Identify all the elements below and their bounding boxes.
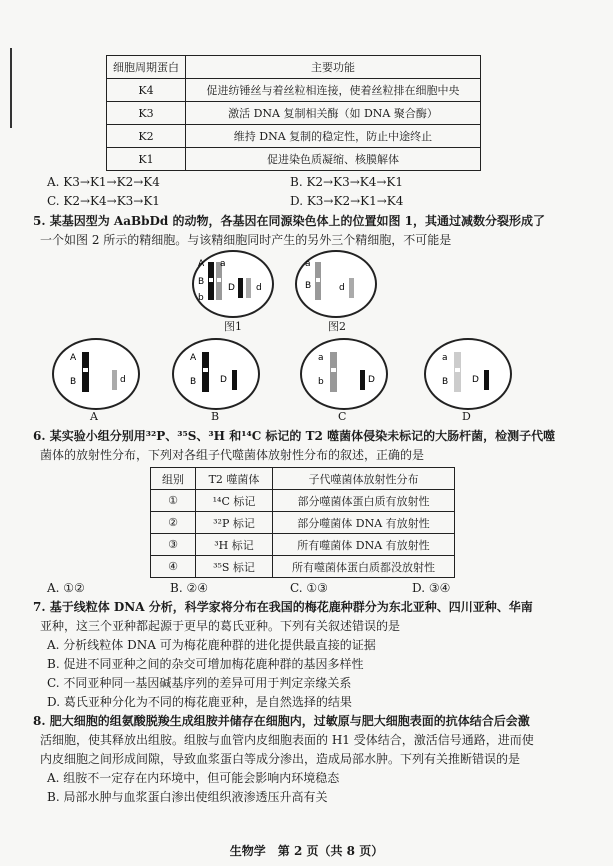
table-cell: ³H 标记 <box>196 534 273 556</box>
option-b: B. K2→K3→K4→K1 <box>290 175 404 189</box>
gene-label: D <box>472 375 479 385</box>
gene-label: B <box>70 377 77 387</box>
gene-label: d <box>339 283 345 293</box>
option-d: D. K3→K2→K1→K4 <box>290 194 404 208</box>
gene-label: D <box>368 375 375 385</box>
gene-label: A <box>70 353 77 363</box>
option-b-cell <box>172 338 260 410</box>
option-c: C. K2→K4→K3→K1 <box>47 194 160 208</box>
question-8-line-2: 活细胞，使其释放出组胺。组胺与血管内皮细胞表面的 H1 受体结合，激活信号通路，进而使 <box>40 733 534 747</box>
option-a-chromosomes <box>54 340 138 408</box>
option-c-cell <box>300 338 388 410</box>
option-c-chromosomes <box>302 340 386 408</box>
q8-option-a: A. 组胺不一定存在内环境中，但可能会影响内环境稳态 <box>47 771 340 785</box>
table-cell: 部分噬菌体 DNA 有放射性 <box>273 512 455 534</box>
option-b-label: B <box>211 410 220 423</box>
table-cell: K4 <box>107 79 186 102</box>
table-cell: 部分噬菌体蛋白质有放射性 <box>273 490 455 512</box>
gene-label: B <box>190 377 197 387</box>
table-cell: K3 <box>107 102 186 125</box>
q7-option-d: D. 葛氏亚种分化为不同的梅花鹿亚种，是自然选择的结果 <box>47 695 352 709</box>
q7-option-a: A. 分析线粒体 DNA 可为梅花鹿种群的进化提供最直接的证据 <box>47 638 376 652</box>
option-d-chromosomes <box>426 340 510 408</box>
question-6-line-1: 6. 某实验小组分别用³²P、³⁵S、³H 和¹⁴C 标记的 T2 噬菌体侵染未标记的大肠杆菌，检测子代噬 <box>33 429 556 443</box>
question-5-line-1: 5. 某基因型为 AaBbDd 的动物，各基因在同源染色体上的位置如图 1，其通过减数分裂形成了 <box>33 214 546 228</box>
table-cell: ③ <box>151 534 196 556</box>
table-header-cell: 主要功能 <box>186 56 481 79</box>
table-header-cell: T2 噬菌体 <box>196 468 273 490</box>
option-a-cell <box>52 338 140 410</box>
table-row <box>151 512 455 534</box>
gene-label: D <box>228 283 235 293</box>
figure-1-chromosomes <box>194 252 272 316</box>
table-row <box>151 534 455 556</box>
q6-option-c: C. ①③ <box>290 581 328 595</box>
option-a-label: A <box>90 410 98 423</box>
table-cell: 激活 DNA 复制相关酶（如 DNA 聚合酶） <box>186 102 481 125</box>
question-6-line-2: 菌体的放射性分布，下列对各组子代噬菌体放射性分布的叙述，正确的是 <box>40 448 425 462</box>
phage-label-table <box>150 467 455 578</box>
gene-label: A <box>198 259 205 269</box>
option-d-label: D <box>462 410 471 423</box>
gene-label: a <box>318 353 324 363</box>
question-7-line-2: 亚种，这三个亚种都起源于更早的葛氏亚种。下列有关叙述错误的是 <box>40 619 401 633</box>
figure-1-label: 图1 <box>224 320 242 333</box>
table-cell: 所有噬菌体 DNA 有放射性 <box>273 534 455 556</box>
question-8-line-1: 8. 肥大细胞的组氨酸脱羧生成组胺并储存在细胞内，过敏原与肥大细胞表面的抗体结合后会激 <box>33 714 530 728</box>
gene-label: D <box>220 375 227 385</box>
table-cell: ④ <box>151 556 196 578</box>
gene-label: a <box>220 259 226 269</box>
table-cell: 促进纺锤丝与着丝粒相连接，使着丝粒排在细胞中央 <box>186 79 481 102</box>
table-cell: ³⁵S 标记 <box>196 556 273 578</box>
option-d-cell <box>424 338 512 410</box>
option-c-label: C <box>338 410 347 423</box>
figure-2-label: 图2 <box>328 320 346 333</box>
figure-1-cell <box>192 250 274 318</box>
table-cell: ② <box>151 512 196 534</box>
q6-option-a: A. ①② <box>47 581 85 595</box>
table-header-cell: 子代噬菌体放射性分布 <box>273 468 455 490</box>
gene-label: a <box>442 353 448 363</box>
gene-label: B <box>305 281 312 291</box>
table-row <box>107 125 481 148</box>
option-b-chromosomes <box>174 340 258 408</box>
gene-label: B <box>198 277 205 287</box>
table-cell: 促进染色质凝缩、核膜解体 <box>186 148 481 171</box>
table-row <box>107 148 481 171</box>
q7-option-b: B. 促进不同亚种之间的杂交可增加梅花鹿种群的基因多样性 <box>47 657 364 671</box>
page-footer: 生物学 第 2 页（共 8 页） <box>229 844 384 858</box>
question-7-line-1: 7. 基于线粒体 DNA 分析，科学家将分布在我国的梅花鹿种群分为东北亚种、四川亚种、华南 <box>33 600 533 614</box>
gene-label: d <box>120 375 126 385</box>
gene-label: d <box>256 283 262 293</box>
gene-label: B <box>442 377 449 387</box>
table-cell: ¹⁴C 标记 <box>196 490 273 512</box>
table-row <box>151 556 455 578</box>
table-header-row <box>151 468 455 490</box>
figure-2-cell <box>295 250 377 318</box>
table-row <box>107 102 481 125</box>
figure-2-chromosomes <box>297 252 375 316</box>
table-cell: K1 <box>107 148 186 171</box>
table-row <box>107 79 481 102</box>
table-cell: 所有噬菌体蛋白质都没放射性 <box>273 556 455 578</box>
table-header-cell: 组别 <box>151 468 196 490</box>
gene-label: A <box>190 353 197 363</box>
question-5-line-2: 一个如图 2 所示的精细胞。与该精细胞同时产生的另外三个精细胞，不可能是 <box>40 233 452 247</box>
table-header-row <box>107 56 481 79</box>
table-cell: 维持 DNA 复制的稳定性，防止中途终止 <box>186 125 481 148</box>
table-row <box>151 490 455 512</box>
q6-option-b: B. ②④ <box>170 581 208 595</box>
table-header-cell: 细胞周期蛋白 <box>107 56 186 79</box>
table-cell: K2 <box>107 125 186 148</box>
binding-margin-line <box>10 48 12 128</box>
q8-option-b: B. 局部水肿与血浆蛋白渗出使组织液渗透压升高有关 <box>47 790 328 804</box>
table-cell: ① <box>151 490 196 512</box>
gene-label: b <box>318 377 324 387</box>
cyclin-function-table <box>106 55 481 171</box>
table-cell: ³²P 标记 <box>196 512 273 534</box>
gene-label: b <box>198 293 204 303</box>
q6-option-d: D. ③④ <box>412 581 451 595</box>
question-8-line-3: 内皮细胞之间形成间隙，导致血浆蛋白等成分渗出，造成局部水肿。下列有关推断错误的是 <box>40 752 521 766</box>
option-a: A. K3→K1→K2→K4 <box>47 175 160 189</box>
q7-option-c: C. 不同亚种同一基因碱基序列的差异可用于判定亲缘关系 <box>47 676 352 690</box>
gene-label: a <box>305 259 311 269</box>
